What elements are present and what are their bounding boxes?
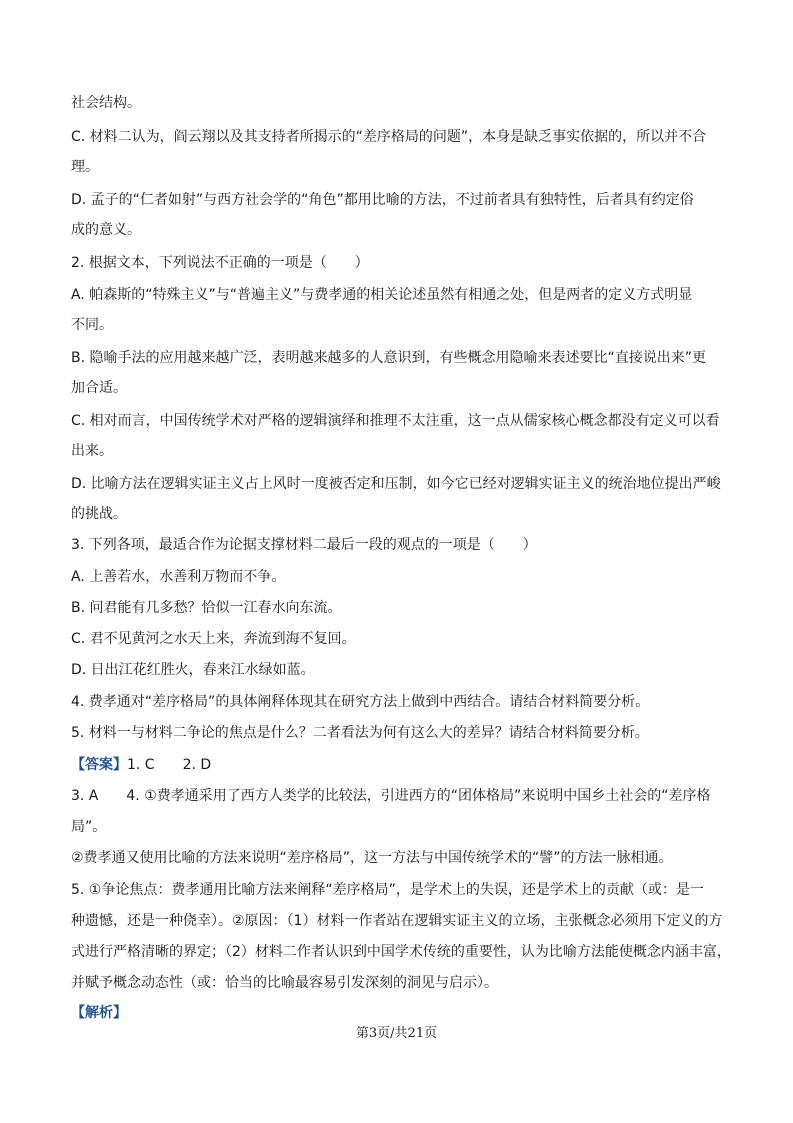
text-line: 成的意义。 <box>71 222 141 238</box>
text-line: B. 问君能有几多愁？恰似一江春水向东流。 <box>71 600 342 616</box>
question-3: 3. 下列各项，最适合作为论据支撑材料二最后一段的观点的一项是（ ） <box>71 537 537 553</box>
text-line: D. 孟子的“仁者如射”与西方社会学的“角色”都用比喻的方法，不过前者具有独特性，后者具有约定俗 <box>71 192 694 208</box>
text-line: C. 材料二认为，阎云翔以及其支持者所揭示的“差序格局的问题”，本身是缺乏事实依据的，所以并不合 <box>71 129 707 145</box>
analysis-tag: 【解析】 <box>71 1005 127 1021</box>
text-line: 并赋予概念动态性（或：恰当的比喻最容易引发深刻的洞见与启示）。 <box>71 975 498 991</box>
answer-tag: 【答案】 <box>71 757 127 773</box>
answer-1-2: 1. C 2. D <box>127 757 212 773</box>
text-line: 式进行严格清晰的界定；（2）材料二作者认识到中国学术传统的重要性，认为比喻方法能使概念内涵丰富， <box>71 944 731 960</box>
text-line: A. 上善若水，水善利万物而不争。 <box>71 569 286 585</box>
text-line: 3. A 4. ①费孝通采用了西方人类学的比较法，引进西方的“团体格局”来说明中国乡土社会的“差序格 <box>71 788 711 804</box>
text-line: 出来。 <box>71 443 113 459</box>
question-4: 4. 费孝通对“差序格局”的具体阐释体现其在研究方法上做到中西结合。请结合材料简要分析。 <box>71 694 650 710</box>
text-line: B. 隐喻手法的应用越来越广泛，表明越来越多的人意识到，有些概念用隐喻来表述要比“直接说出来”更 <box>71 350 707 366</box>
text-line: 不同。 <box>71 317 113 333</box>
text-line: C. 相对而言，中国传统学术对严格的逻辑演绎和推理不太注重，这一点从儒家核心概念都没有定义可以看 <box>71 413 720 429</box>
text-line: D. 比喻方法在逻辑实证主义占上风时一度被否定和压制，如今它已经对逻辑实证主义的统治地位提出严峻 <box>71 476 721 492</box>
text-line: 理。 <box>71 159 99 175</box>
page-footer: 第3页/共21页 <box>355 1026 438 1041</box>
text-line: 的挑战。 <box>71 506 127 522</box>
text-line: 社会结构。 <box>71 95 141 111</box>
question-2: 2. 根据文本，下列说法不正确的一项是（ ） <box>71 255 369 271</box>
text-line: 局”。 <box>71 819 107 835</box>
text-line: 种遗憾，还是一种侥幸）。②原因：（1）材料一作者站在逻辑实证主义的立场，主张概念必须用下定义的方 <box>71 913 723 929</box>
text-line: A. 帕森斯的“特殊主义”与“普遍主义”与费孝通的相关论述虽然有相通之处，但是两者的定义方式明显 <box>71 287 693 303</box>
text-line: D. 日出江花红胜火，春来江水绿如蓝。 <box>71 662 315 678</box>
answer-line <box>71 755 211 775</box>
text-line: 5. ①争论焦点：费孝通用比喻方法来阐释“差序格局”，是学术上的失误，还是学术上的贡献（或：是一 <box>71 882 704 898</box>
text-line: C. 君不见黄河之水天上来，奔流到海不复回。 <box>71 631 356 647</box>
text-line: ②费孝通又使用比喻的方法来说明“差序格局”，这一方法与中国传统学术的“譬”的方法一脉相通。 <box>71 850 673 866</box>
text-line: 加合适。 <box>71 380 127 396</box>
question-5: 5. 材料一与材料二争论的焦点是什么？二者看法为何有这么大的差异？请结合材料简要分析。 <box>71 725 649 741</box>
